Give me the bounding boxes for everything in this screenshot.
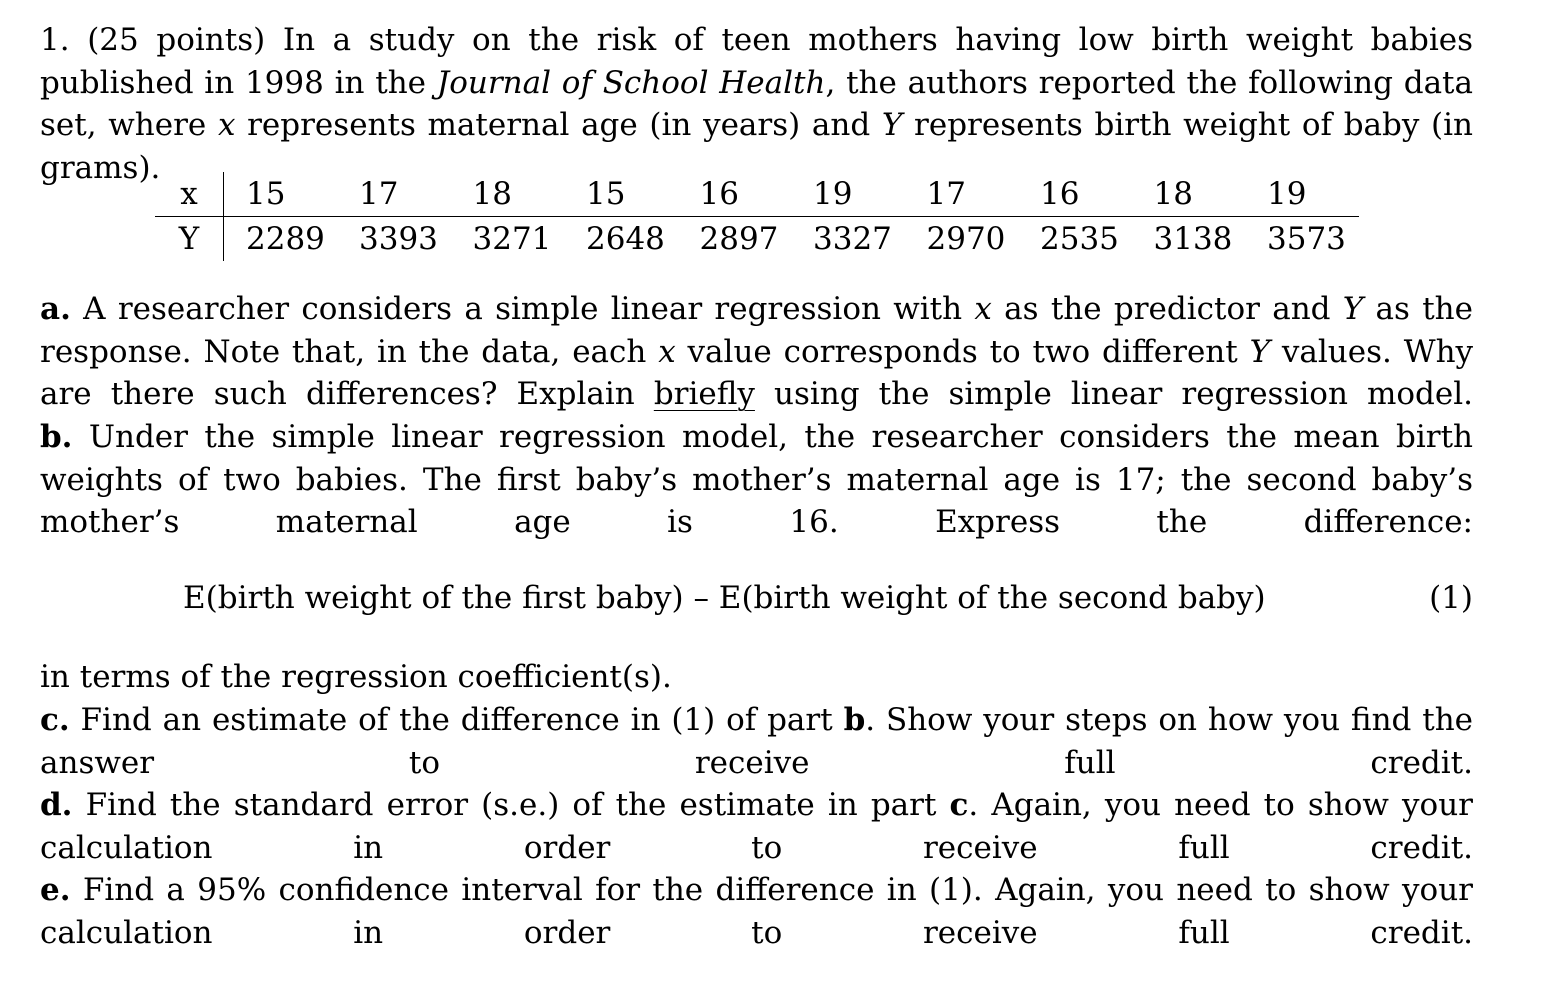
data-table: [155, 172, 1359, 261]
part-b-text: Under the simple linear regression model, the researcher considers the mean birth weights of two babies. The first baby’s mother’s maternal age is 17; the second baby’s mother’s maternal age is 16. Express the difference:: [40, 419, 1473, 540]
table-cell: 15: [224, 172, 338, 217]
part-reference: b: [843, 702, 866, 738]
part-reference: c: [949, 787, 969, 823]
intro-text: represents maternal age (in years) and: [247, 107, 871, 143]
table-cell: 3138: [1153, 221, 1233, 257]
table-row-y: [155, 217, 1359, 262]
part-b-label: b.: [40, 419, 73, 455]
variable-y: Y: [1342, 291, 1364, 327]
table-cell: 2535: [1040, 221, 1119, 257]
table-cell: 17: [905, 172, 1019, 217]
part-b: [40, 416, 1473, 586]
table-row-x: [155, 172, 1359, 217]
row-label-y: Y: [155, 217, 224, 262]
table-cell: 18: [451, 172, 565, 217]
table-cell: 16: [678, 172, 792, 217]
variable-x: x: [658, 333, 676, 370]
part-a-text: as the response. Note that, in the data, each: [40, 291, 1473, 370]
journal-name: Journal of School Health: [436, 64, 826, 101]
table-cell: 3271: [472, 221, 552, 257]
table-cell: 18: [1132, 172, 1246, 217]
part-d-label: d.: [40, 787, 73, 823]
part-c-label: c.: [40, 702, 70, 738]
problem-points: (25 points): [87, 22, 266, 58]
table-cell: 2897: [699, 221, 779, 257]
variable-x: x: [217, 107, 236, 143]
after-equation-text: in terms of the regression coefficient(s).: [40, 659, 672, 695]
part-d-text: . Again, you need to show your calculation in order to receive full credit.: [40, 787, 1473, 866]
part-c-text: Find an estimate of the difference in (1) of part: [80, 702, 833, 738]
intro-text: In a study on the risk of teen mothers having low birth weight babies published in 1998 in the: [40, 22, 1474, 101]
intro-text: represents birth weight of baby (in grams).: [40, 107, 1474, 186]
table-cell: 17: [337, 172, 451, 217]
table-cell: 3327: [813, 221, 892, 257]
table-cell: 16: [1018, 172, 1132, 217]
part-a-text: as the predictor and: [1004, 291, 1331, 327]
underlined-word: briefly: [653, 376, 755, 412]
variable-y: Y: [1249, 333, 1271, 370]
variable-y: Y: [881, 107, 903, 143]
table-cell: 19: [1245, 172, 1359, 217]
table-cell: 3573: [1267, 221, 1346, 257]
part-e-text: Find a 95% confidence interval for the difference in (1). Again, you need to show your calculation in order to receive full credit.: [40, 872, 1474, 951]
table-cell: 2970: [926, 221, 1006, 257]
part-e: [40, 869, 1473, 997]
part-a-label: a.: [40, 291, 71, 327]
problem-number: 1.: [40, 22, 70, 58]
part-e-label: e.: [40, 872, 71, 908]
part-a-text: A researcher considers a simple linear regression with: [83, 291, 963, 327]
intro-text: , the authors reported the following data set, where: [40, 64, 1473, 143]
part-a-text: values. Why are there such differences? Explain: [40, 333, 1474, 412]
row-label-x: x: [155, 172, 224, 217]
table-cell: 15: [564, 172, 678, 217]
part-d-text: Find the standard error (s.e.) of the estimate in part: [85, 787, 937, 823]
table-cell: 2289: [246, 221, 325, 257]
table-cell: 2648: [586, 221, 665, 257]
variable-x: x: [974, 291, 992, 327]
part-a-text: value corresponds to two different: [687, 333, 1238, 370]
table-cell: 19: [791, 172, 905, 217]
table-cell: 3393: [359, 221, 438, 257]
part-c-text: . Show your steps on how you find the answer to receive full credit.: [40, 702, 1474, 781]
equation-1: E(birth weight of the first baby) – E(birth weight of the second baby): [183, 580, 1266, 616]
equation-number: (1): [1429, 580, 1473, 616]
part-a-text: using the simple linear regression model.: [774, 376, 1473, 412]
